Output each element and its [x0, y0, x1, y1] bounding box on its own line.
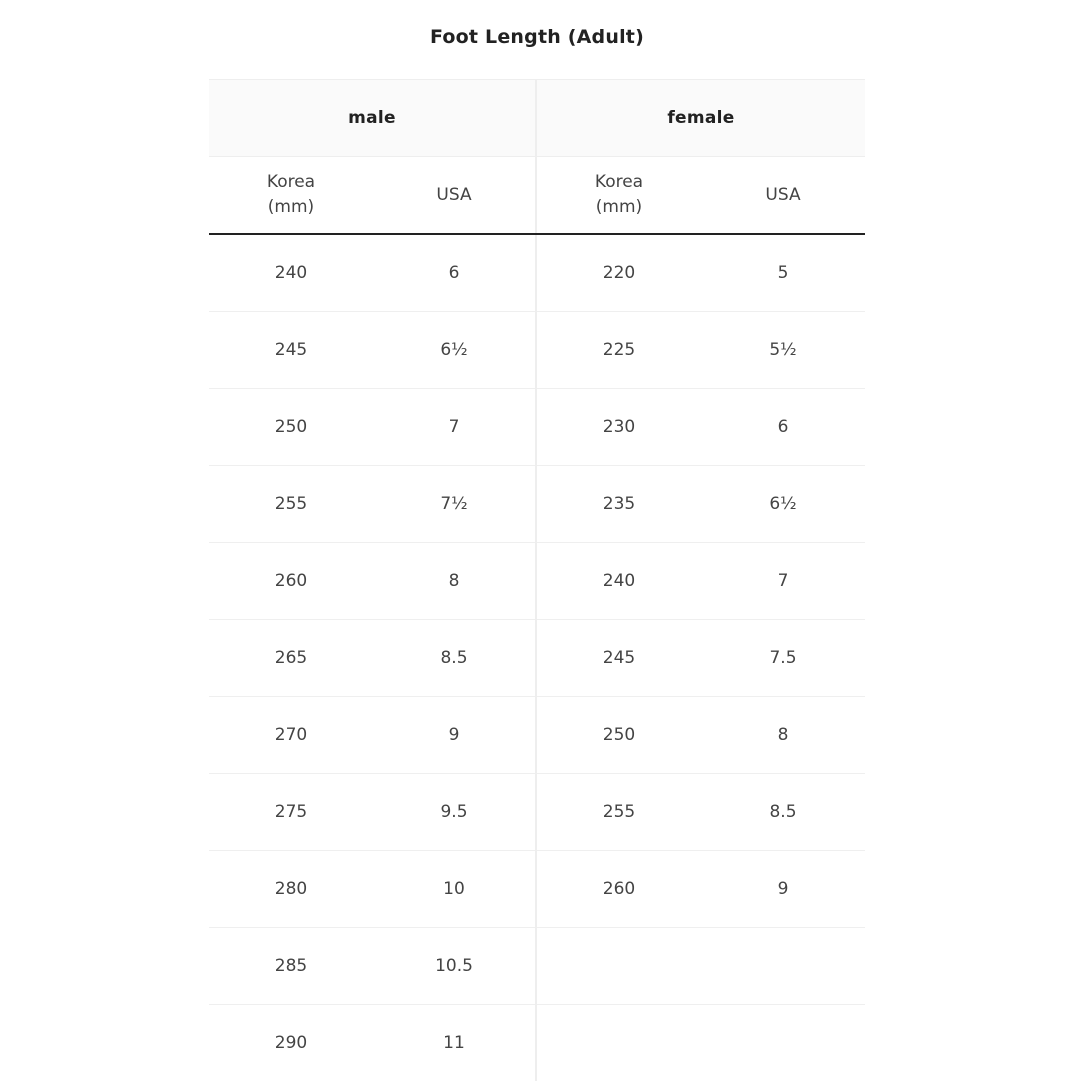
- male-korea-header-label: Korea: [209, 170, 373, 195]
- male-usa-cell: 8.5: [373, 620, 536, 697]
- size-rows: [209, 234, 865, 1081]
- male-korea-cell: 240: [209, 234, 373, 312]
- female-usa-cell: 6: [701, 389, 865, 466]
- table-row: [209, 697, 865, 774]
- table-row: [209, 1005, 865, 1081]
- female-korea-header: [536, 157, 701, 235]
- female-usa-cell: [701, 928, 865, 1005]
- male-korea-cell: 265: [209, 620, 373, 697]
- male-usa-cell: 11: [373, 1005, 536, 1081]
- table-row: [209, 543, 865, 620]
- female-group-header: female: [536, 80, 865, 157]
- female-usa-cell: 5: [701, 234, 865, 312]
- male-usa-cell: 8: [373, 543, 536, 620]
- female-korea-cell: [536, 928, 701, 1005]
- male-korea-header-unit: (mm): [209, 195, 373, 220]
- male-korea-cell: 290: [209, 1005, 373, 1081]
- female-korea-cell: [536, 1005, 701, 1081]
- table-row: [209, 389, 865, 466]
- male-usa-cell: 9.5: [373, 774, 536, 851]
- size-chart-table: [209, 79, 865, 1081]
- female-korea-cell: 260: [536, 851, 701, 928]
- female-korea-cell: 225: [536, 312, 701, 389]
- female-usa-cell: 6½: [701, 466, 865, 543]
- table-row: [209, 234, 865, 312]
- female-korea-cell: 240: [536, 543, 701, 620]
- table-row: [209, 620, 865, 697]
- female-korea-cell: 235: [536, 466, 701, 543]
- male-group-header: male: [209, 80, 536, 157]
- female-usa-cell: 7: [701, 543, 865, 620]
- female-usa-cell: 8: [701, 697, 865, 774]
- male-korea-cell: 260: [209, 543, 373, 620]
- male-korea-cell: 255: [209, 466, 373, 543]
- female-usa-cell: 7.5: [701, 620, 865, 697]
- male-usa-cell: 6: [373, 234, 536, 312]
- male-korea-cell: 285: [209, 928, 373, 1005]
- column-header-row: [209, 157, 865, 235]
- female-usa-cell: 8.5: [701, 774, 865, 851]
- male-usa-cell: 7½: [373, 466, 536, 543]
- female-usa-cell: 5½: [701, 312, 865, 389]
- male-usa-cell: 10.5: [373, 928, 536, 1005]
- female-usa-cell: [701, 1005, 865, 1081]
- table-row: [209, 851, 865, 928]
- male-korea-cell: 245: [209, 312, 373, 389]
- table-row: [209, 774, 865, 851]
- table-row: [209, 928, 865, 1005]
- male-usa-cell: 7: [373, 389, 536, 466]
- male-korea-header: [209, 157, 373, 235]
- female-korea-cell: 245: [536, 620, 701, 697]
- table-row: [209, 466, 865, 543]
- male-usa-header: USA: [373, 157, 536, 235]
- female-korea-header-unit: (mm): [537, 195, 701, 220]
- male-usa-cell: 10: [373, 851, 536, 928]
- female-korea-cell: 255: [536, 774, 701, 851]
- female-korea-cell: 220: [536, 234, 701, 312]
- female-usa-cell: 9: [701, 851, 865, 928]
- page-title: Foot Length (Adult): [0, 26, 1074, 48]
- group-header-row: [209, 80, 865, 157]
- male-usa-cell: 9: [373, 697, 536, 774]
- male-usa-cell: 6½: [373, 312, 536, 389]
- male-korea-cell: 270: [209, 697, 373, 774]
- male-korea-cell: 250: [209, 389, 373, 466]
- male-korea-cell: 280: [209, 851, 373, 928]
- table-row: [209, 312, 865, 389]
- male-korea-cell: 275: [209, 774, 373, 851]
- female-korea-cell: 250: [536, 697, 701, 774]
- female-korea-header-label: Korea: [537, 170, 701, 195]
- female-korea-cell: 230: [536, 389, 701, 466]
- female-usa-header: USA: [701, 157, 865, 235]
